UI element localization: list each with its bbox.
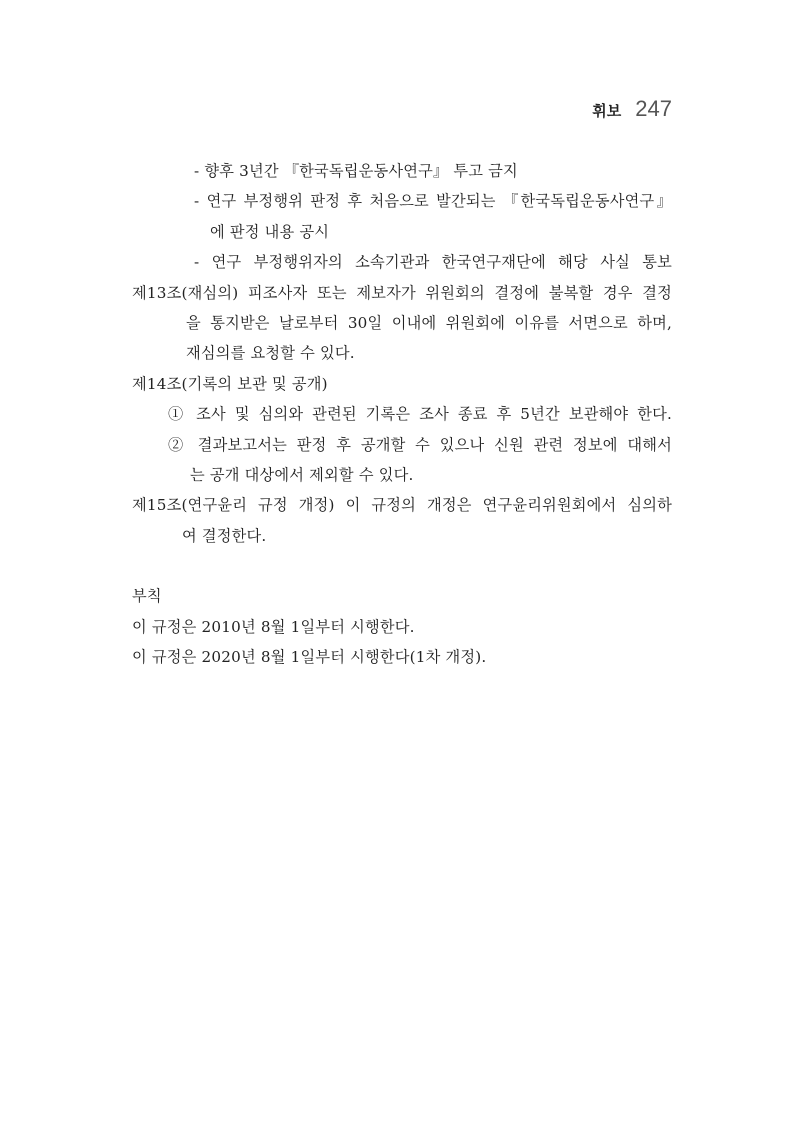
list-item-continuation: 에 판정 내용 공시 <box>210 222 330 241</box>
article-13-continuation: 재심의를 요청할 수 있다. <box>186 344 355 363</box>
addenda-line: 이 규정은 2010년 8월 1일부터 시행한다. <box>132 617 415 636</box>
list-item: - 향후 3년간 『한국독립운동사연구』 투고 금지 <box>194 162 518 180</box>
article-13: 제13조(재심의) 피조사자 또는 제보자가 위원회의 결정에 불복할 경우 결정 <box>132 283 672 302</box>
list-item: - 연구 부정행위 판정 후 처음으로 발간되는 『한국독립운동사연구』 <box>194 192 672 211</box>
list-item: - 연구 부정행위자의 소속기관과 한국연구재단에 해당 사실 통보 <box>194 253 672 272</box>
article-15-continuation: 여 결정한다. <box>182 526 267 545</box>
running-header <box>592 96 672 122</box>
addenda-title: 부칙 <box>132 587 162 606</box>
article-14-item-2-continuation: 는 공개 대상에서 제외할 수 있다. <box>190 466 414 485</box>
addenda-line: 이 규정은 2020년 8월 1일부터 시행한다(1차 개정). <box>132 648 487 667</box>
article-15: 제15조(연구윤리 규정 개정) 이 규정의 개정은 연구윤리위원회에서 심의하 <box>132 496 672 515</box>
article-14: 제14조(기록의 보관 및 공개) <box>132 374 328 393</box>
page-number: 247 <box>635 96 672 121</box>
section-title: 휘보 <box>592 102 622 120</box>
article-13-continuation: 을 통지받은 날로부터 30일 이내에 위원회에 이유를 서면으로 하며, <box>186 314 672 333</box>
article-14-item-1: ① 조사 및 심의와 관련된 기록은 조사 종료 후 5년간 보관해야 한다. <box>168 405 672 424</box>
article-14-item-2: ② 결과보고서는 판정 후 공개할 수 있으나 신원 관련 정보에 대해서 <box>168 435 672 454</box>
document-body <box>132 156 672 673</box>
